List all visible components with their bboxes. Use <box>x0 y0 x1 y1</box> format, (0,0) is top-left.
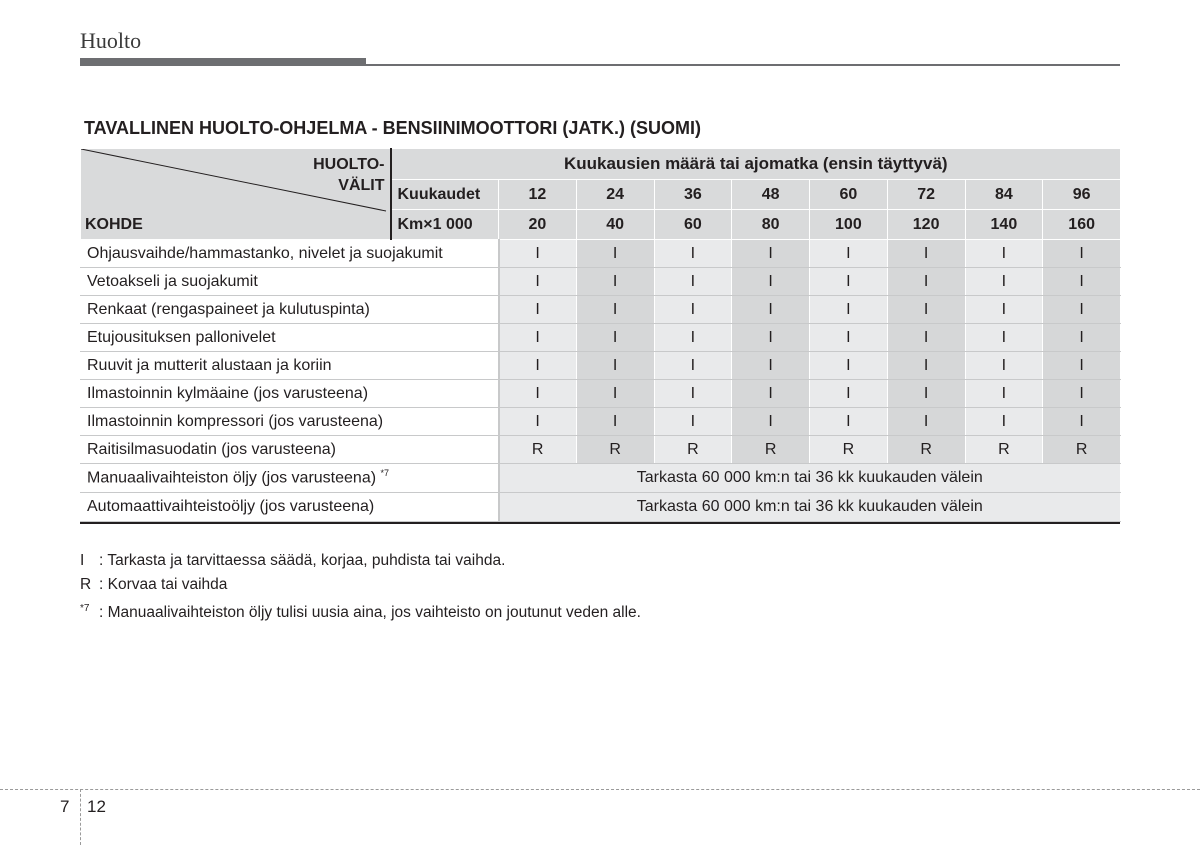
table-row <box>81 240 1121 268</box>
months-cell: 72 <box>887 180 965 210</box>
maintenance-schedule-table <box>80 148 1121 522</box>
interval-corner-line1: HUOLTO- <box>313 156 385 173</box>
table-row <box>81 493 1121 522</box>
maintenance-item <box>81 493 499 522</box>
interval-value: I <box>499 268 577 296</box>
maintenance-item-label: Automaattivaihteistoöljy (jos varusteena) <box>87 498 375 515</box>
interval-value: I <box>576 408 654 436</box>
maintenance-item: Raitisilmasuodatin (jos varusteena) <box>81 436 499 464</box>
interval-value: I <box>576 296 654 324</box>
km-cell: 120 <box>887 210 965 240</box>
interval-value: I <box>732 268 810 296</box>
months-cell: 96 <box>1043 180 1121 210</box>
interval-value: I <box>732 240 810 268</box>
note-key: R <box>80 576 92 593</box>
chapter-number: 7 <box>60 797 70 816</box>
km-cell: 160 <box>1043 210 1121 240</box>
interval-value: I <box>654 408 732 436</box>
table-row <box>81 352 1121 380</box>
km-label: Km×1 000 <box>391 210 499 240</box>
interval-value: I <box>887 352 965 380</box>
interval-value: I <box>499 296 577 324</box>
interval-value: I <box>654 296 732 324</box>
interval-value: I <box>965 268 1043 296</box>
interval-value: I <box>965 240 1043 268</box>
interval-value: I <box>576 380 654 408</box>
km-cell: 40 <box>576 210 654 240</box>
note-key: I <box>80 552 85 569</box>
interval-value: I <box>810 408 888 436</box>
interval-value: I <box>810 324 888 352</box>
months-cell: 36 <box>654 180 732 210</box>
interval-value: I <box>1043 408 1121 436</box>
table-row <box>81 268 1121 296</box>
interval-value: I <box>1043 380 1121 408</box>
interval-value: I <box>732 296 810 324</box>
interval-value: I <box>810 296 888 324</box>
interval-value: I <box>810 352 888 380</box>
km-cell: 60 <box>654 210 732 240</box>
interval-value: R <box>965 436 1043 464</box>
footnote-marker: *7 <box>380 468 389 479</box>
table-title: TAVALLINEN HUOLTO-OHJELMA - BENSIINIMOOTTORI (JATK.) (SUOMI) <box>84 118 701 138</box>
interval-value: I <box>965 352 1043 380</box>
interval-value: I <box>1043 352 1121 380</box>
interval-span-text: Tarkasta 60 000 km:n tai 36 kk kuukauden välein <box>499 464 1121 493</box>
interval-value: I <box>887 408 965 436</box>
months-cell: 60 <box>810 180 888 210</box>
footer-divider <box>80 789 81 845</box>
table-row <box>81 296 1121 324</box>
interval-value: I <box>965 408 1043 436</box>
months-cell: 48 <box>732 180 810 210</box>
interval-value: I <box>887 324 965 352</box>
maintenance-item: Ruuvit ja mutterit alustaan ja koriin <box>81 352 499 380</box>
header-rule <box>80 64 1120 66</box>
interval-value: R <box>887 436 965 464</box>
table-corner-header <box>81 149 391 240</box>
km-cell: 80 <box>732 210 810 240</box>
table-row <box>81 380 1121 408</box>
months-label: Kuukaudet <box>391 180 499 210</box>
interval-value: I <box>965 324 1043 352</box>
note-footnote-7 <box>80 597 641 625</box>
km-cell: 20 <box>499 210 577 240</box>
table-row <box>81 408 1121 436</box>
km-cell: 100 <box>810 210 888 240</box>
interval-value: R <box>654 436 732 464</box>
interval-value: I <box>499 324 577 352</box>
table-row <box>81 464 1121 493</box>
maintenance-item: Ohjausvaihde/hammastanko, nivelet ja suojakumit <box>81 240 499 268</box>
maintenance-item: Etujousituksen pallonivelet <box>81 324 499 352</box>
interval-value: I <box>887 380 965 408</box>
page-number: 12 <box>87 797 106 816</box>
interval-value: I <box>887 268 965 296</box>
item-corner-label: KOHDE <box>85 216 143 233</box>
note-text: : Manuaalivaihteiston öljy tulisi uusia aina, jos vaihteisto on joutunut veden alle. <box>99 604 641 622</box>
interval-value: I <box>1043 324 1121 352</box>
interval-value: I <box>732 324 810 352</box>
interval-corner-line2: VÄLIT <box>338 177 385 194</box>
notes <box>80 549 641 625</box>
interval-value: R <box>499 436 577 464</box>
note-text: : Tarkasta ja tarvittaessa säädä, korjaa, puhdista tai vaihda. <box>99 552 506 569</box>
footer-rule <box>0 789 1200 790</box>
table-bottom-rule <box>80 522 1120 524</box>
interval-value: I <box>499 408 577 436</box>
maintenance-item-label: Manuaalivaihteiston öljy (jos varusteena) <box>87 469 381 487</box>
interval-value: I <box>887 240 965 268</box>
months-cell: 24 <box>576 180 654 210</box>
interval-value: I <box>1043 296 1121 324</box>
interval-value: I <box>732 352 810 380</box>
km-cell: 140 <box>965 210 1043 240</box>
interval-value: I <box>732 408 810 436</box>
interval-span-text: Tarkasta 60 000 km:n tai 36 kk kuukauden välein <box>499 493 1121 522</box>
interval-value: I <box>965 296 1043 324</box>
interval-value: I <box>1043 240 1121 268</box>
note-text: : Korvaa tai vaihda <box>99 576 228 593</box>
section-title: Huolto <box>80 28 142 53</box>
interval-value: R <box>732 436 810 464</box>
note-replace <box>80 573 641 597</box>
table-row <box>81 436 1121 464</box>
table-row <box>81 324 1121 352</box>
interval-value: I <box>499 380 577 408</box>
interval-value: I <box>654 324 732 352</box>
months-cell: 12 <box>499 180 577 210</box>
interval-value: R <box>810 436 888 464</box>
interval-value: I <box>654 352 732 380</box>
maintenance-item: Ilmastoinnin kylmäaine (jos varusteena) <box>81 380 499 408</box>
interval-value: I <box>576 240 654 268</box>
interval-value: I <box>887 296 965 324</box>
interval-value: R <box>1043 436 1121 464</box>
maintenance-item: Ilmastoinnin kompressori (jos varusteena) <box>81 408 499 436</box>
interval-value: I <box>499 352 577 380</box>
interval-value: I <box>499 240 577 268</box>
interval-corner-label <box>313 154 384 196</box>
interval-value: I <box>1043 268 1121 296</box>
interval-value: R <box>576 436 654 464</box>
interval-value: I <box>810 268 888 296</box>
interval-value: I <box>576 324 654 352</box>
interval-value: I <box>732 380 810 408</box>
interval-value: I <box>654 268 732 296</box>
maintenance-item: Vetoakseli ja suojakumit <box>81 268 499 296</box>
interval-value: I <box>965 380 1043 408</box>
interval-value: I <box>810 240 888 268</box>
maintenance-item <box>81 464 499 493</box>
interval-header: Kuukausien määrä tai ajomatka (ensin täyttyvä) <box>391 149 1121 180</box>
interval-value: I <box>654 380 732 408</box>
interval-value: I <box>810 380 888 408</box>
months-cell: 84 <box>965 180 1043 210</box>
note-inspect <box>80 549 641 573</box>
maintenance-item: Renkaat (rengaspaineet ja kulutuspinta) <box>81 296 499 324</box>
interval-value: I <box>654 240 732 268</box>
interval-value: I <box>576 268 654 296</box>
interval-value: I <box>576 352 654 380</box>
note-key: *7 <box>80 603 90 614</box>
